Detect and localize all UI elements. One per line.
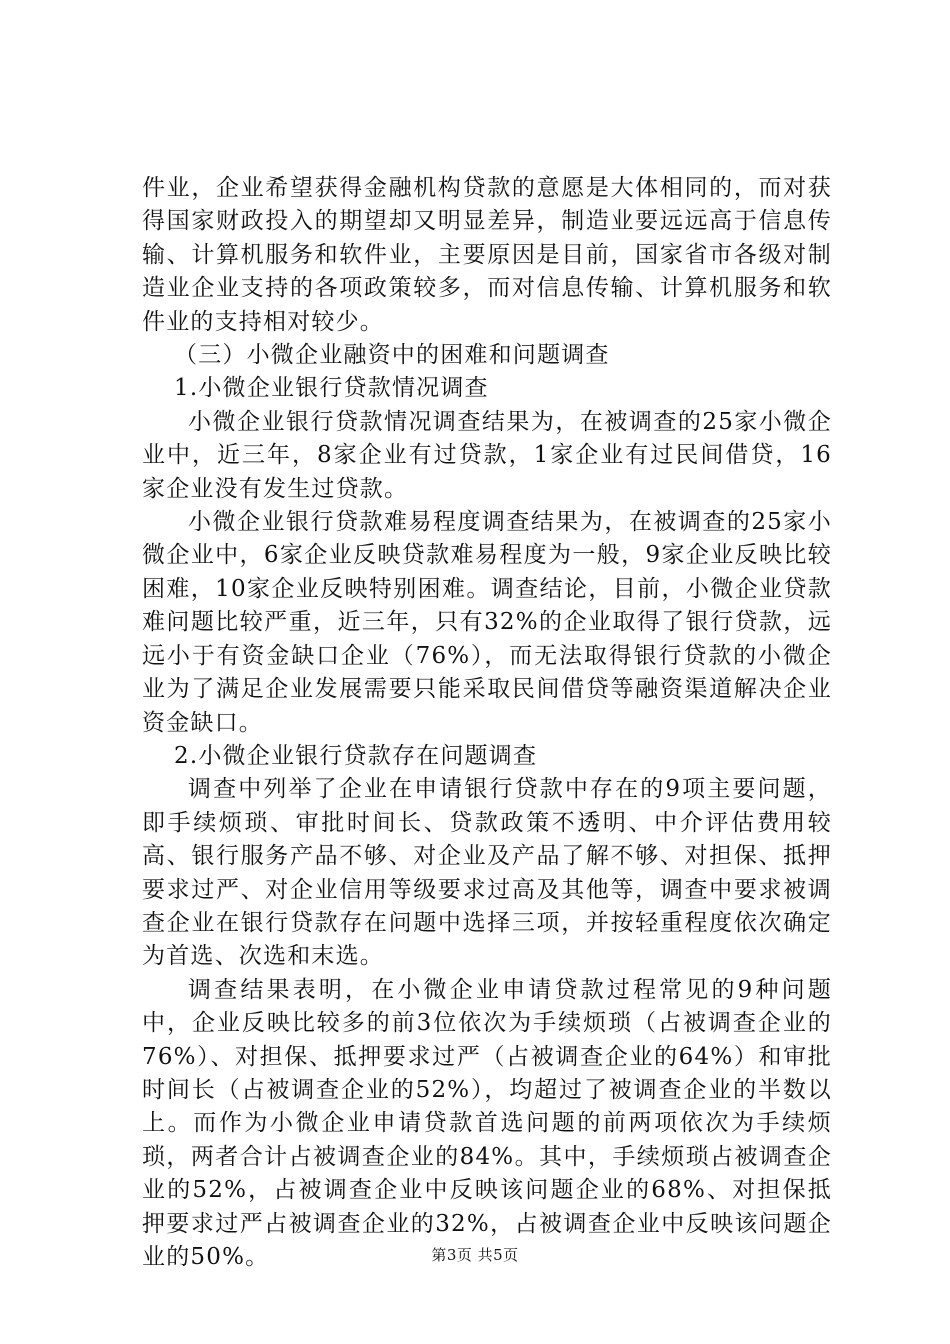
- paragraph-loan-difficulty: 小微企业银行贷款难易程度调查结果为，在被调查的25家小微企业中，6家企业反映贷款难易程度为一般，9家企业反映比较困难，10家企业反映特别困难。调查结论，目前，小微企业贷款难问题比较严重，近三年，只有32%的企业取得了银行贷款，远远小于有资金缺口企业（76%），而无法取得银行贷款的小微企业为了满足企业发展需要只能采取民间借贷等融资渠道解决企业资金缺口。: [142, 509, 832, 736]
- page-number-footer: 第3页 共5页: [431, 1246, 519, 1264]
- paragraph-survey-results: 调查结果表明，在小微企业申请贷款过程常见的9种问题中，企业反映比较多的前3位依次为手续烦琐（占被调查企业的76%）、对担保、抵押要求过严（占被调查企业的64%）和审批时间长（占被调查企业的52%），均超过了被调查企业的半数以上。而作为小微企业申请贷款首选问题的前两项依次为手续烦琐，两者合计占被调查企业的84%。其中，手续烦琐占被调查企业的52%，占被调查企业中反映该问题企业的68%、对担保抵押要求过严占被调查企业的32%，占被调查企业中反映该问题企业的50%。: [142, 976, 832, 1270]
- subsection-heading-2: 2.小微企业银行贷款存在问题调查: [174, 742, 538, 769]
- section-heading-3: （三）小微企业融资中的困难和问题调查: [174, 342, 610, 369]
- paragraph-loan-problems: 调查中列举了企业在申请银行贷款中存在的9项主要问题，即手续烦琐、审批时间长、贷款政策不透明、中介评估费用较高、银行服务产品不够、对企业及产品了解不够、对担保、抵押要求过严、对企业信用等级要求过高及其他等，调查中要求被调查企业在银行贷款存在问题中选择三项，并按轻重程度依次确定为首选、次选和末选。: [142, 776, 832, 970]
- paragraph-loan-status: 小微企业银行贷款情况调查结果为，在被调查的25家小微企业中，近三年，8家企业有过贷款，1家企业有过民间借贷，16家企业没有发生过贷款。: [142, 408, 832, 502]
- subsection-heading-1: 1.小微企业银行贷款情况调查: [174, 375, 489, 402]
- document-body: [142, 172, 832, 1274]
- paragraph-continuation: 件业，企业希望获得金融机构贷款的意愿是大体相同的，而对获得国家财政投入的期望却又明显差异，制造业要远远高于信息传输、计算机服务和软件业，主要原因是目前，国家省市各级对制造业企业支持的各项政策较多，而对信息传输、计算机服务和软件业的支持相对较少。: [142, 175, 832, 335]
